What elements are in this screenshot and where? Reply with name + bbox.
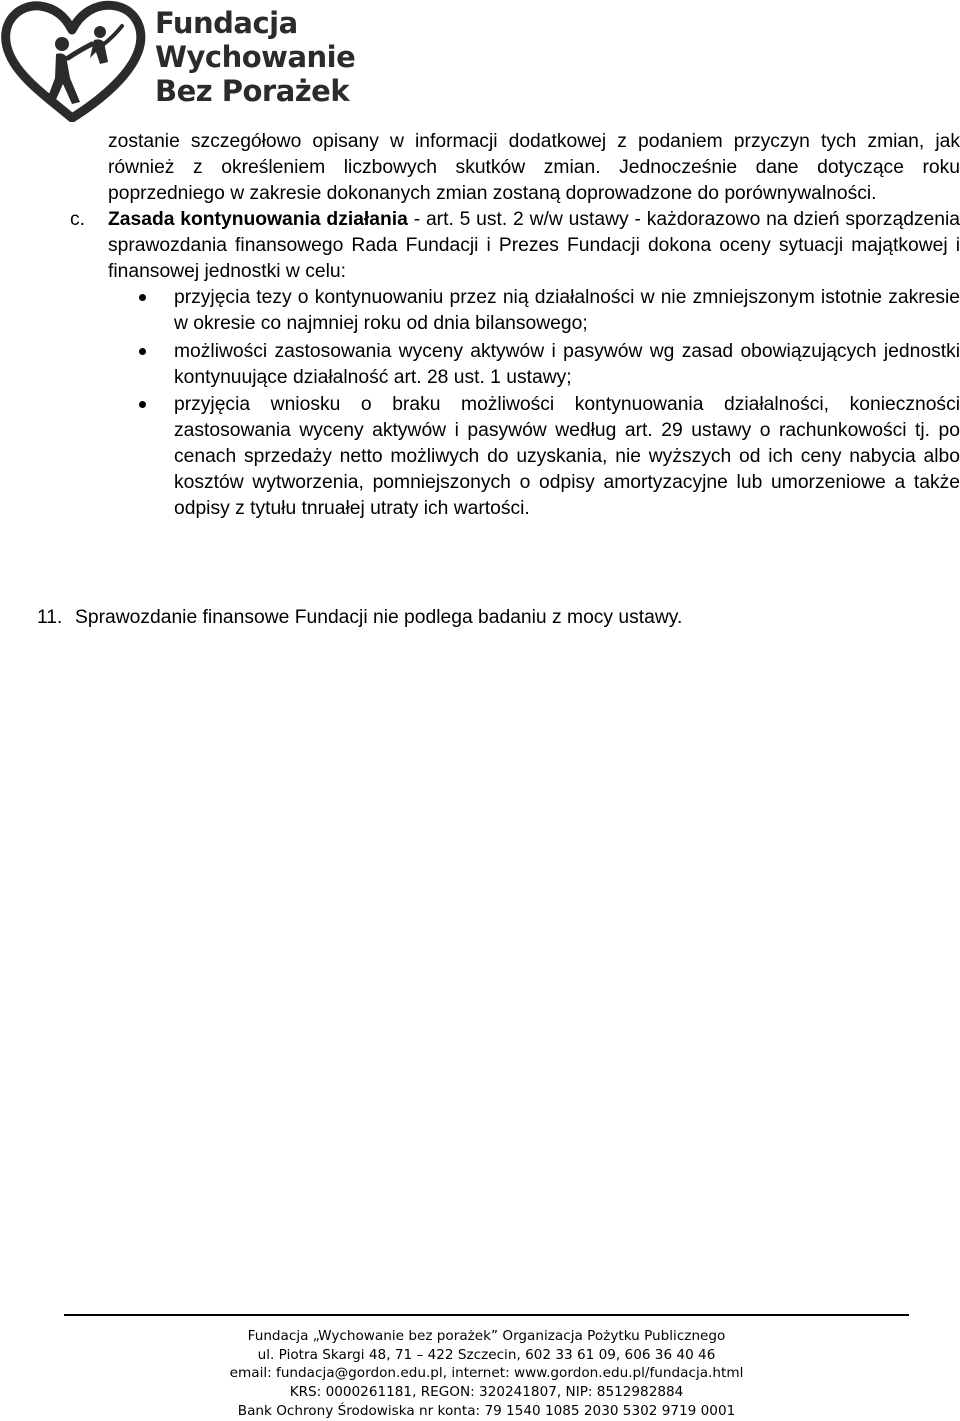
item-c-marker: c. [70, 209, 85, 230]
item-11 [37, 605, 682, 631]
list-item-text: przyjęcia tezy o kontynuowaniu przez nią działalności w nie zmniejszonym istotnie zakresie w okresie co najmniej roku od dnia bilansowego; [174, 287, 960, 334]
logo-text [155, 6, 355, 108]
list-item [174, 392, 960, 522]
footer-address: ul. Piotra Skargi 48, 71 – 422 Szczecin, 602 33 61 09, 606 36 40 46 [257, 1346, 716, 1363]
footer-bank: Bank Ochrony Środowiska nr konta: 79 1540 1085 2030 5302 9719 0001 [237, 1402, 736, 1419]
footer [64, 1327, 909, 1421]
item-c-text: - art. 5 ust. 2 w/w ustawy - każdorazowo na dzień sporządzenia sprawozdania finansowego Rada Fundacji i Prezes Fundacji dokona oceny sytuacji majątkowej i finansowej jednostki w celu: [108, 209, 960, 282]
foundation-logo [0, 0, 356, 122]
criteria-list [108, 285, 960, 522]
document-body [70, 129, 960, 524]
bullet-icon [139, 294, 146, 301]
list-item [174, 285, 960, 337]
list-item-text: przyjęcia wniosku o braku możliwości kontynuowania działalności, konieczności zastosowania wyceny aktywów i pasywów według art. 29 ustawy o rachunkowości tj. po cenach sprzedaży netto możliwych do uzyskania, nie wyższych od ich ceny nabycia albo kosztów wytworzenia, pomniejszonych o odpisy amortyzacyjne lub umorzeniowe a także odpisy z tytułu tnruałej utraty ich wartości. [174, 394, 960, 520]
footer-contact: email: fundacja@gordon.edu.pl, internet: www.gordon.edu.pl/fundacja.html [229, 1365, 744, 1382]
item-11-text: Sprawozdanie finansowe Fundacji nie podlega badaniu z mocy ustawy. [75, 607, 683, 628]
bullet-icon [139, 401, 146, 408]
footer-registry: KRS: 0000261181, REGON: 320241807, NIP: 8512982884 [289, 1384, 684, 1401]
logo-line-3: Bez Porażek [155, 74, 350, 108]
bullet-icon [139, 348, 146, 355]
list-item-text: możliwości zastosowania wyceny aktywów i pasywów wg zasad obowiązujących jednostki kontynuujące działalność art. 28 ust. 1 ustawy; [174, 340, 960, 388]
heart-family-icon [0, 0, 150, 122]
logo-line-2: Wychowanie [155, 40, 356, 74]
list-item [174, 339, 960, 391]
item-c-paragraph [70, 207, 960, 285]
logo-line-1: Fundacja [155, 6, 298, 40]
item-c-heading: Zasada kontynuowania działania [108, 209, 408, 230]
item-11-number: 11. [37, 607, 63, 628]
intro-paragraph: zostanie szczegółowo opisany w informacji dodatkowej z podaniem przyczyn tych zmian, jak również z określeniem liczbowych skutków zmian. Jednocześnie dane dotyczące roku poprzedniego w zakresie dokonanych zmian zostaną doprowadzone do porównywalności. [108, 131, 960, 204]
footer-org-name: Fundacja „Wychowanie bez porażek” Organizacja Pożytku Publicznego [247, 1328, 726, 1344]
footer-divider [64, 1314, 909, 1316]
